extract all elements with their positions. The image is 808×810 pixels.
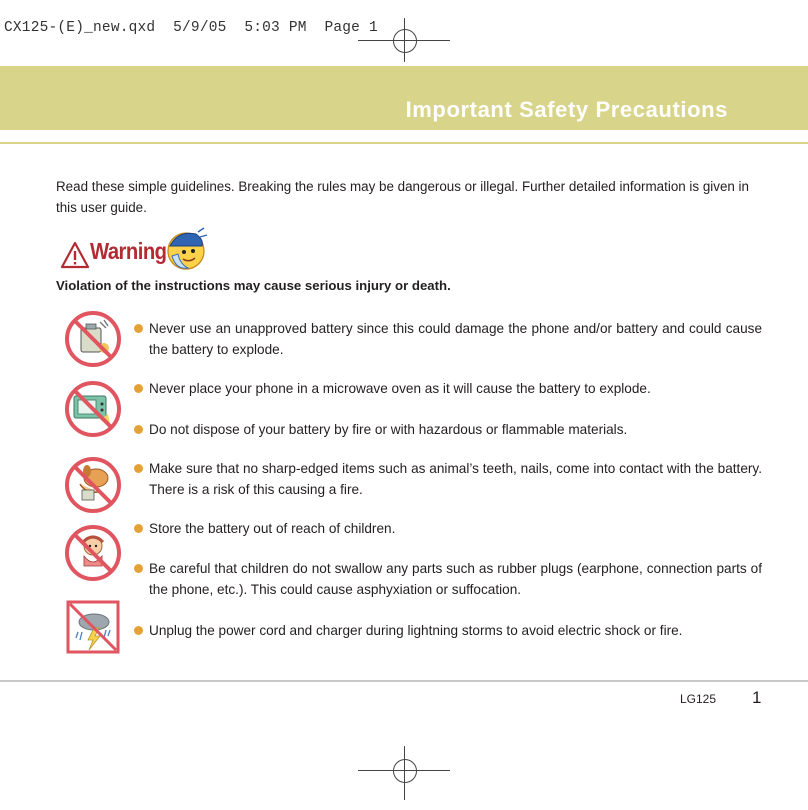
- footer-divider: [0, 680, 808, 682]
- intro-text: Read these simple guidelines. Breaking the rules may be dangerous or illegal. Further detailed information is given in this user guide.: [56, 179, 749, 215]
- warning-heading: [60, 230, 220, 280]
- list-item: Make sure that no sharp-edged items such as animal’s teeth, nails, come into contact with the battery. There is a risk of this causing a fire.: [134, 458, 762, 500]
- warning-triangle-icon: [60, 240, 90, 270]
- list-item: Do not dispose of your battery by fire or with hazardous or flammable materials.: [134, 419, 762, 440]
- page-number: 1: [752, 688, 762, 707]
- violation-text: Violation of the instructions may cause serious injury or death.: [56, 278, 451, 293]
- print-slug: CX125-(E)_new.qxd 5/9/05 5:03 PM Page 1: [4, 20, 378, 36]
- bullet-icon: [134, 564, 143, 573]
- list-item: Never use an unapproved battery since this could damage the phone and/or battery and could cause the battery to explode.: [134, 318, 762, 360]
- bullet-icon: [134, 626, 143, 635]
- no-lightning-icon: [64, 598, 122, 658]
- page-title: Important Safety Precautions: [405, 97, 728, 122]
- no-unapproved-battery-icon: [64, 308, 122, 370]
- warning-label: Warning: [90, 238, 167, 264]
- bullet-icon: [134, 384, 143, 393]
- bullet-icon: [134, 425, 143, 434]
- list-item: Store the battery out of reach of children.: [134, 518, 762, 539]
- no-microwave-icon: [64, 378, 122, 440]
- list-item: Be careful that children do not swallow any parts such as rubber plugs (earphone, connection parts of the phone, etc.). This could cause asphyxiation or suffocation.: [134, 558, 762, 600]
- bullet-icon: [134, 524, 143, 533]
- no-children-icon: [64, 522, 122, 584]
- no-animal-teeth-icon: [64, 454, 122, 516]
- bullet-icon: [134, 324, 143, 333]
- header-divider: [0, 142, 808, 144]
- bullet-icon: [134, 464, 143, 473]
- warning-mascot-icon: [162, 226, 208, 274]
- footer-model: LG125: [680, 692, 717, 706]
- list-item: Never place your phone in a microwave oven as it will cause the battery to explode.: [134, 378, 762, 399]
- list-item: Unplug the power cord and charger during lightning storms to avoid electric shock or fire.: [134, 620, 762, 641]
